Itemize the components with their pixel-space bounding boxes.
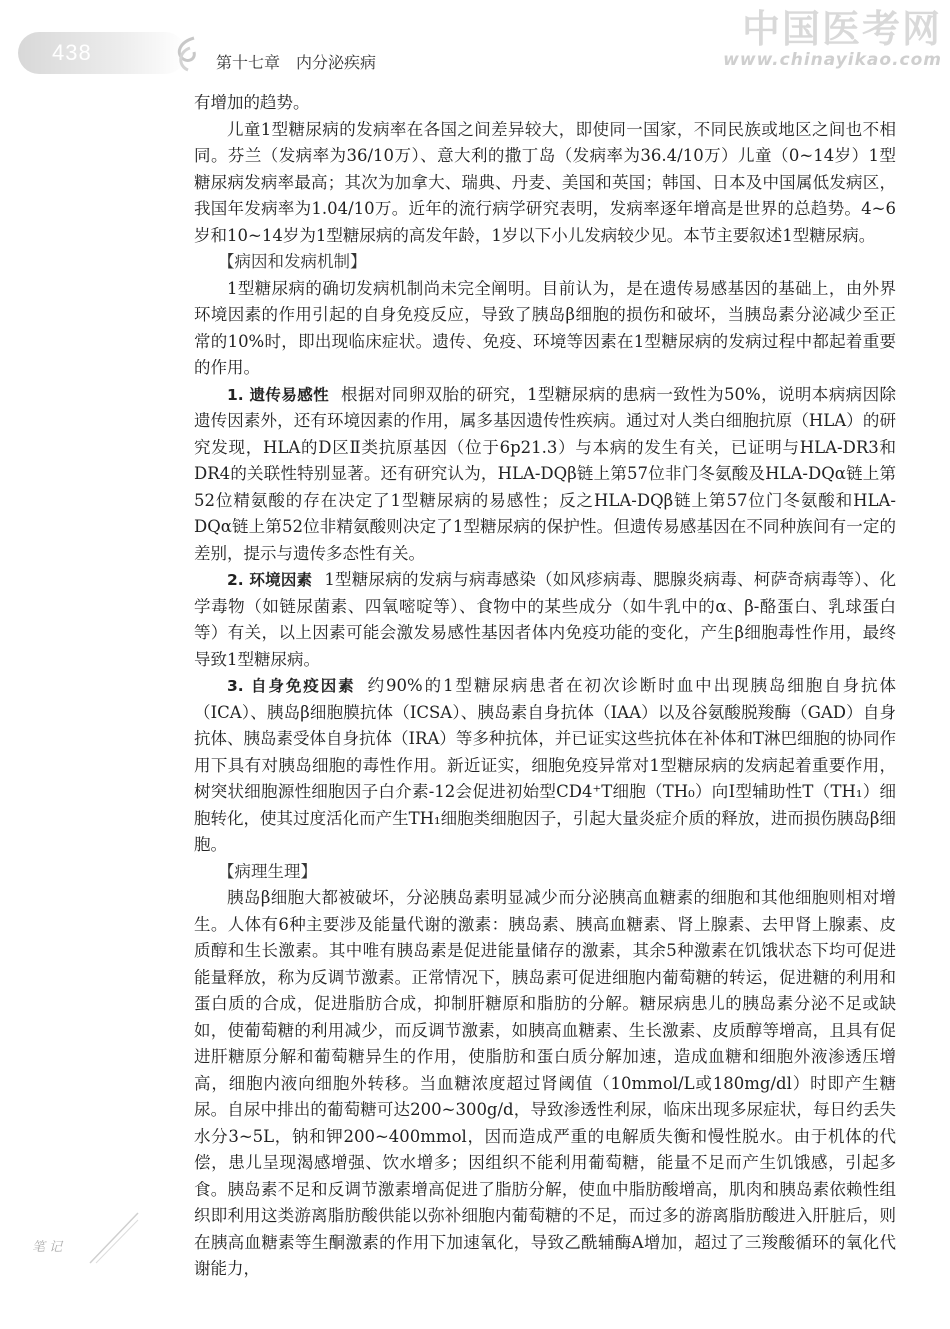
section-heading-etiology: 【病因和发病机制】 xyxy=(218,252,367,271)
main-text xyxy=(194,90,896,1283)
paragraph-autoimmune xyxy=(194,673,896,859)
site-watermark xyxy=(723,8,942,70)
paragraph-environment xyxy=(194,567,896,673)
text-environment: 1型糖尿病的发病与病毒感染（如风疹病毒、腮腺炎病毒、柯萨奇病毒等）、化学毒物（如链尿菌素、四氧嘧啶等）、食物中的某些成分（如牛乳中的α、β-酪蛋白、乳球蛋白等）有关，以上因素可能会激发易感性基因者体内免疫功能的变化，产生β细胞毒性作用，最终导致1型糖尿病。 xyxy=(194,570,896,669)
notes-label: 笔 记 xyxy=(32,1240,63,1255)
paragraph-pathophysiology: 胰岛β细胞大都被破坏，分泌胰岛素明显减少而分泌胰高血糖素的细胞和其他细胞则相对增生。人体有6种主要涉及能量代谢的激素：胰岛素、胰高血糖素、肾上腺素、去甲肾上腺素、皮质醇和生长激素。其中唯有胰岛素是促进能量储存的激素，其余5种激素在饥饿状态下均可促进能量释放，称为反调节激素。正常情况下，胰岛素可促进细胞内葡萄糖的转运，促进糖的利用和蛋白质的合成，促进脂肪合成，抑制肝糖原和脂肪的分解。糖尿病患儿的胰岛素分泌不足或缺如，使葡萄糖的利用减少，而反调节激素，如胰高血糖素、生长激素、皮质醇等增高，且具有促进肝糖原分解和葡萄糖异生的作用，使脂肪和蛋白质分解加速，造成血糖和细胞外液渗透压增高，细胞内液向细胞外转移。当血糖浓度超过肾阈值（10mmol/L或180mg/dl）时即产生糖尿。自尿中排出的葡萄糖可达200~300g/d，导致渗透性利尿，临床出现多尿症状，每日约丢失水分3~5L，钠和钾200~400mmol，因而造成严重的电解质失衡和慢性脱水。由于机体的代偿，患儿呈现渴感增强、饮水增多；因组织不能利用葡萄糖，能量不足而产生饥饿感，引起多食。胰岛素不足和反调节激素增高促进了脂肪分解，使血中脂肪酸增高，肌肉和胰岛素依赖性组织即利用这类游离脂肪酸供能以弥补细胞内葡萄糖的不足，而过多的游离脂肪酸进入肝脏后，则在胰高血糖素等生酮激素的作用下加速氧化，导致乙酰辅酶A增加，超过了三羧酸循环的氧化代谢能力， xyxy=(194,888,896,1278)
subheading-environment: 2. 环境因素 xyxy=(227,571,313,589)
paragraph-incidence: 儿童1型糖尿病的发病率在各国之间差异较大，即使同一国家，不同民族或地区之间也不相同。芬兰（发病率为36/10万）、意大利的撒丁岛（发病率为36.4/10万）儿童（0~14岁）1型糖尿病发病率最高；其次为加拿大、瑞典、丹麦、美国和英国；韩国、日本及中国属低发病区，我国年发病率为1.04/10万。近年的流行病学研究表明，发病率逐年增高是世界的总趋势。4~6岁和10~14岁为1型糖尿病的高发年龄，1岁以下小儿发病较少见。本节主要叙述1型糖尿病。 xyxy=(194,119,896,245)
watermark-chinese: 中国医考网 xyxy=(741,7,942,51)
section-heading-pathophysiology: 【病理生理】 xyxy=(218,861,317,881)
paragraph-etiology: 1型糖尿病的确切发病机制尚未完全阐明。目前认为，是在遗传易感基因的基础上，由外界环境因素的作用引起的自身免疫反应，导致了胰岛β细胞的损伤和破坏，当胰岛素分泌减少至正常的10%时，即出现临床症状。遗传、免疫、环境等因素在1型糖尿病的发病过程中都起着重要的作用。 xyxy=(194,278,896,377)
text-autoimmune: 约90%的1型糖尿病患者在初次诊断时血中出现胰岛细胞自身抗体（ICA）、胰岛β细胞膜抗体（ICSA）、胰岛素自身抗体（IAA）以及谷氨酸脱羧酶（GAD）自身抗体、胰岛素受体自身抗体（IRA）等多种抗体，并已证实这些抗体在补体和T淋巴细胞的协同作用下具有对胰岛细胞的毒性作用。新近证实，细胞免疫异常对1型糖尿病的发病起着重要作用，树突状细胞源性细胞因子白介素-12会促进初始型CD4⁺T细胞（TH₀）向Ⅰ型辅助性T（TH₁）细胞转化，使其过度活化而产生TH₁细胞类细胞因子，引起大量炎症介质的释放，进而损伤胰岛β细胞。 xyxy=(194,676,896,854)
page-number-tab xyxy=(18,32,186,74)
swirl-icon xyxy=(172,34,200,74)
chapter-title: 第十七章 内分泌疾病 xyxy=(216,53,377,72)
paragraph-genetic xyxy=(194,382,896,568)
subheading-genetic: 1. 遗传易感性 xyxy=(227,385,330,404)
page-number: 438 xyxy=(52,40,92,65)
text-genetic: 根据对同卵双胎的研究，1型糖尿病的患病一致性为50%，说明本病病因除遗传因素外，还有环境因素的作用，属多基因遗传性疾病。通过对人类白细胞抗原（HLA）的研究发现，HLA的D区Ⅱ类抗原基因（位于6p21.3）与本病的发生有关，已证明与HLA-DR3和DR4的关联性特别显著。还有研究认为，HLA-DQβ链上第57位非门冬氨酸及HLA-DQα链上第52位精氨酸的存在决定了1型糖尿病的易感性；反之HLA-DQβ链上第57位门冬氨酸和HLA-DQα链上第52位非精氨酸则决定了1型糖尿病的保护性。但遗传易感基因在不同种族间有一定的差别，提示与遗传多态性有关。 xyxy=(194,384,896,563)
subheading-autoimmune: 3. 自身免疫因素 xyxy=(227,677,356,695)
paragraph-continuation: 有增加的趋势。 xyxy=(194,93,310,112)
page-header xyxy=(0,0,950,92)
watermark-url: www.chinayikao.com xyxy=(723,50,942,70)
